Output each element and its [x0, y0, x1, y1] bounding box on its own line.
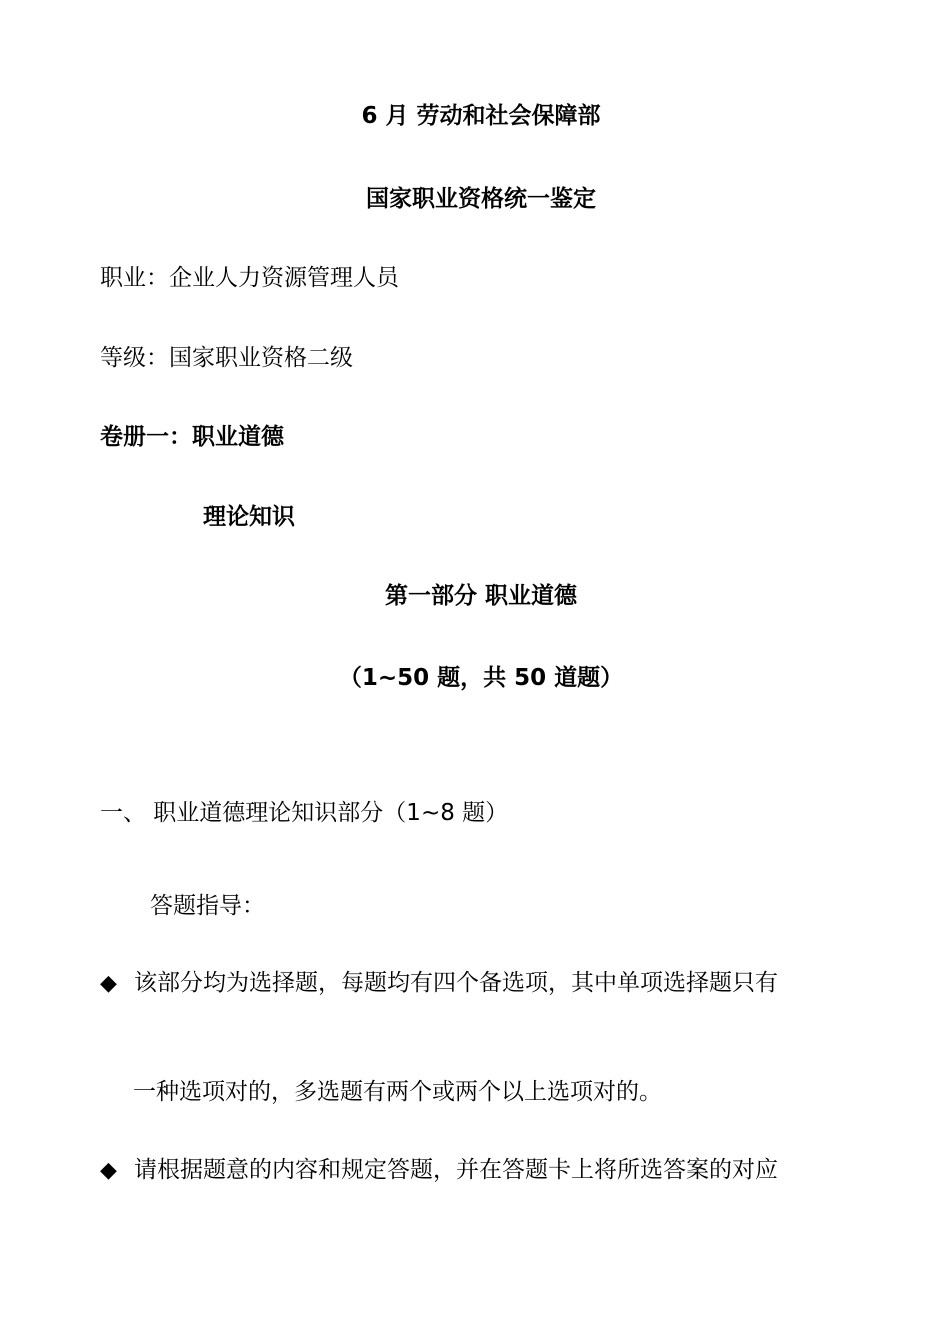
diamond-bullet-icon: ◆ — [100, 971, 117, 996]
volume-line: 卷册一：职业道德 — [100, 424, 284, 450]
section-heading: 一、 职业道德理论知识部分（1~8 题） — [100, 800, 509, 826]
occupation-line: 职业：企业人力资源管理人员 — [100, 265, 399, 291]
instruction-1-text-line-2: 一种选项对的，多选题有两个或两个以上选项对的。 — [133, 1079, 662, 1105]
diamond-bullet-icon: ◆ — [100, 1158, 117, 1183]
instruction-1-text-line-1: 该部分均为选择题，每题均有四个备选项，其中单项选择题只有 — [134, 970, 778, 996]
part-title: 第一部分 职业道德 — [384, 583, 577, 609]
title-line-2: 国家职业资格统一鉴定 — [366, 186, 596, 212]
instruction-item-1 — [100, 968, 778, 999]
volume-subtitle: 理论知识 — [203, 504, 295, 530]
title-line-1: 6 月 劳动和社会保障部 — [361, 103, 601, 129]
instructions-label: 答题指导： — [150, 893, 265, 919]
part-range: （1~50 题，共 50 道题） — [338, 665, 624, 691]
instruction-item-2 — [100, 1155, 778, 1186]
level-line: 等级：国家职业资格二级 — [100, 345, 353, 371]
instruction-2-text-line-1: 请根据题意的内容和规定答题，并在答题卡上将所选答案的对应 — [134, 1157, 778, 1183]
